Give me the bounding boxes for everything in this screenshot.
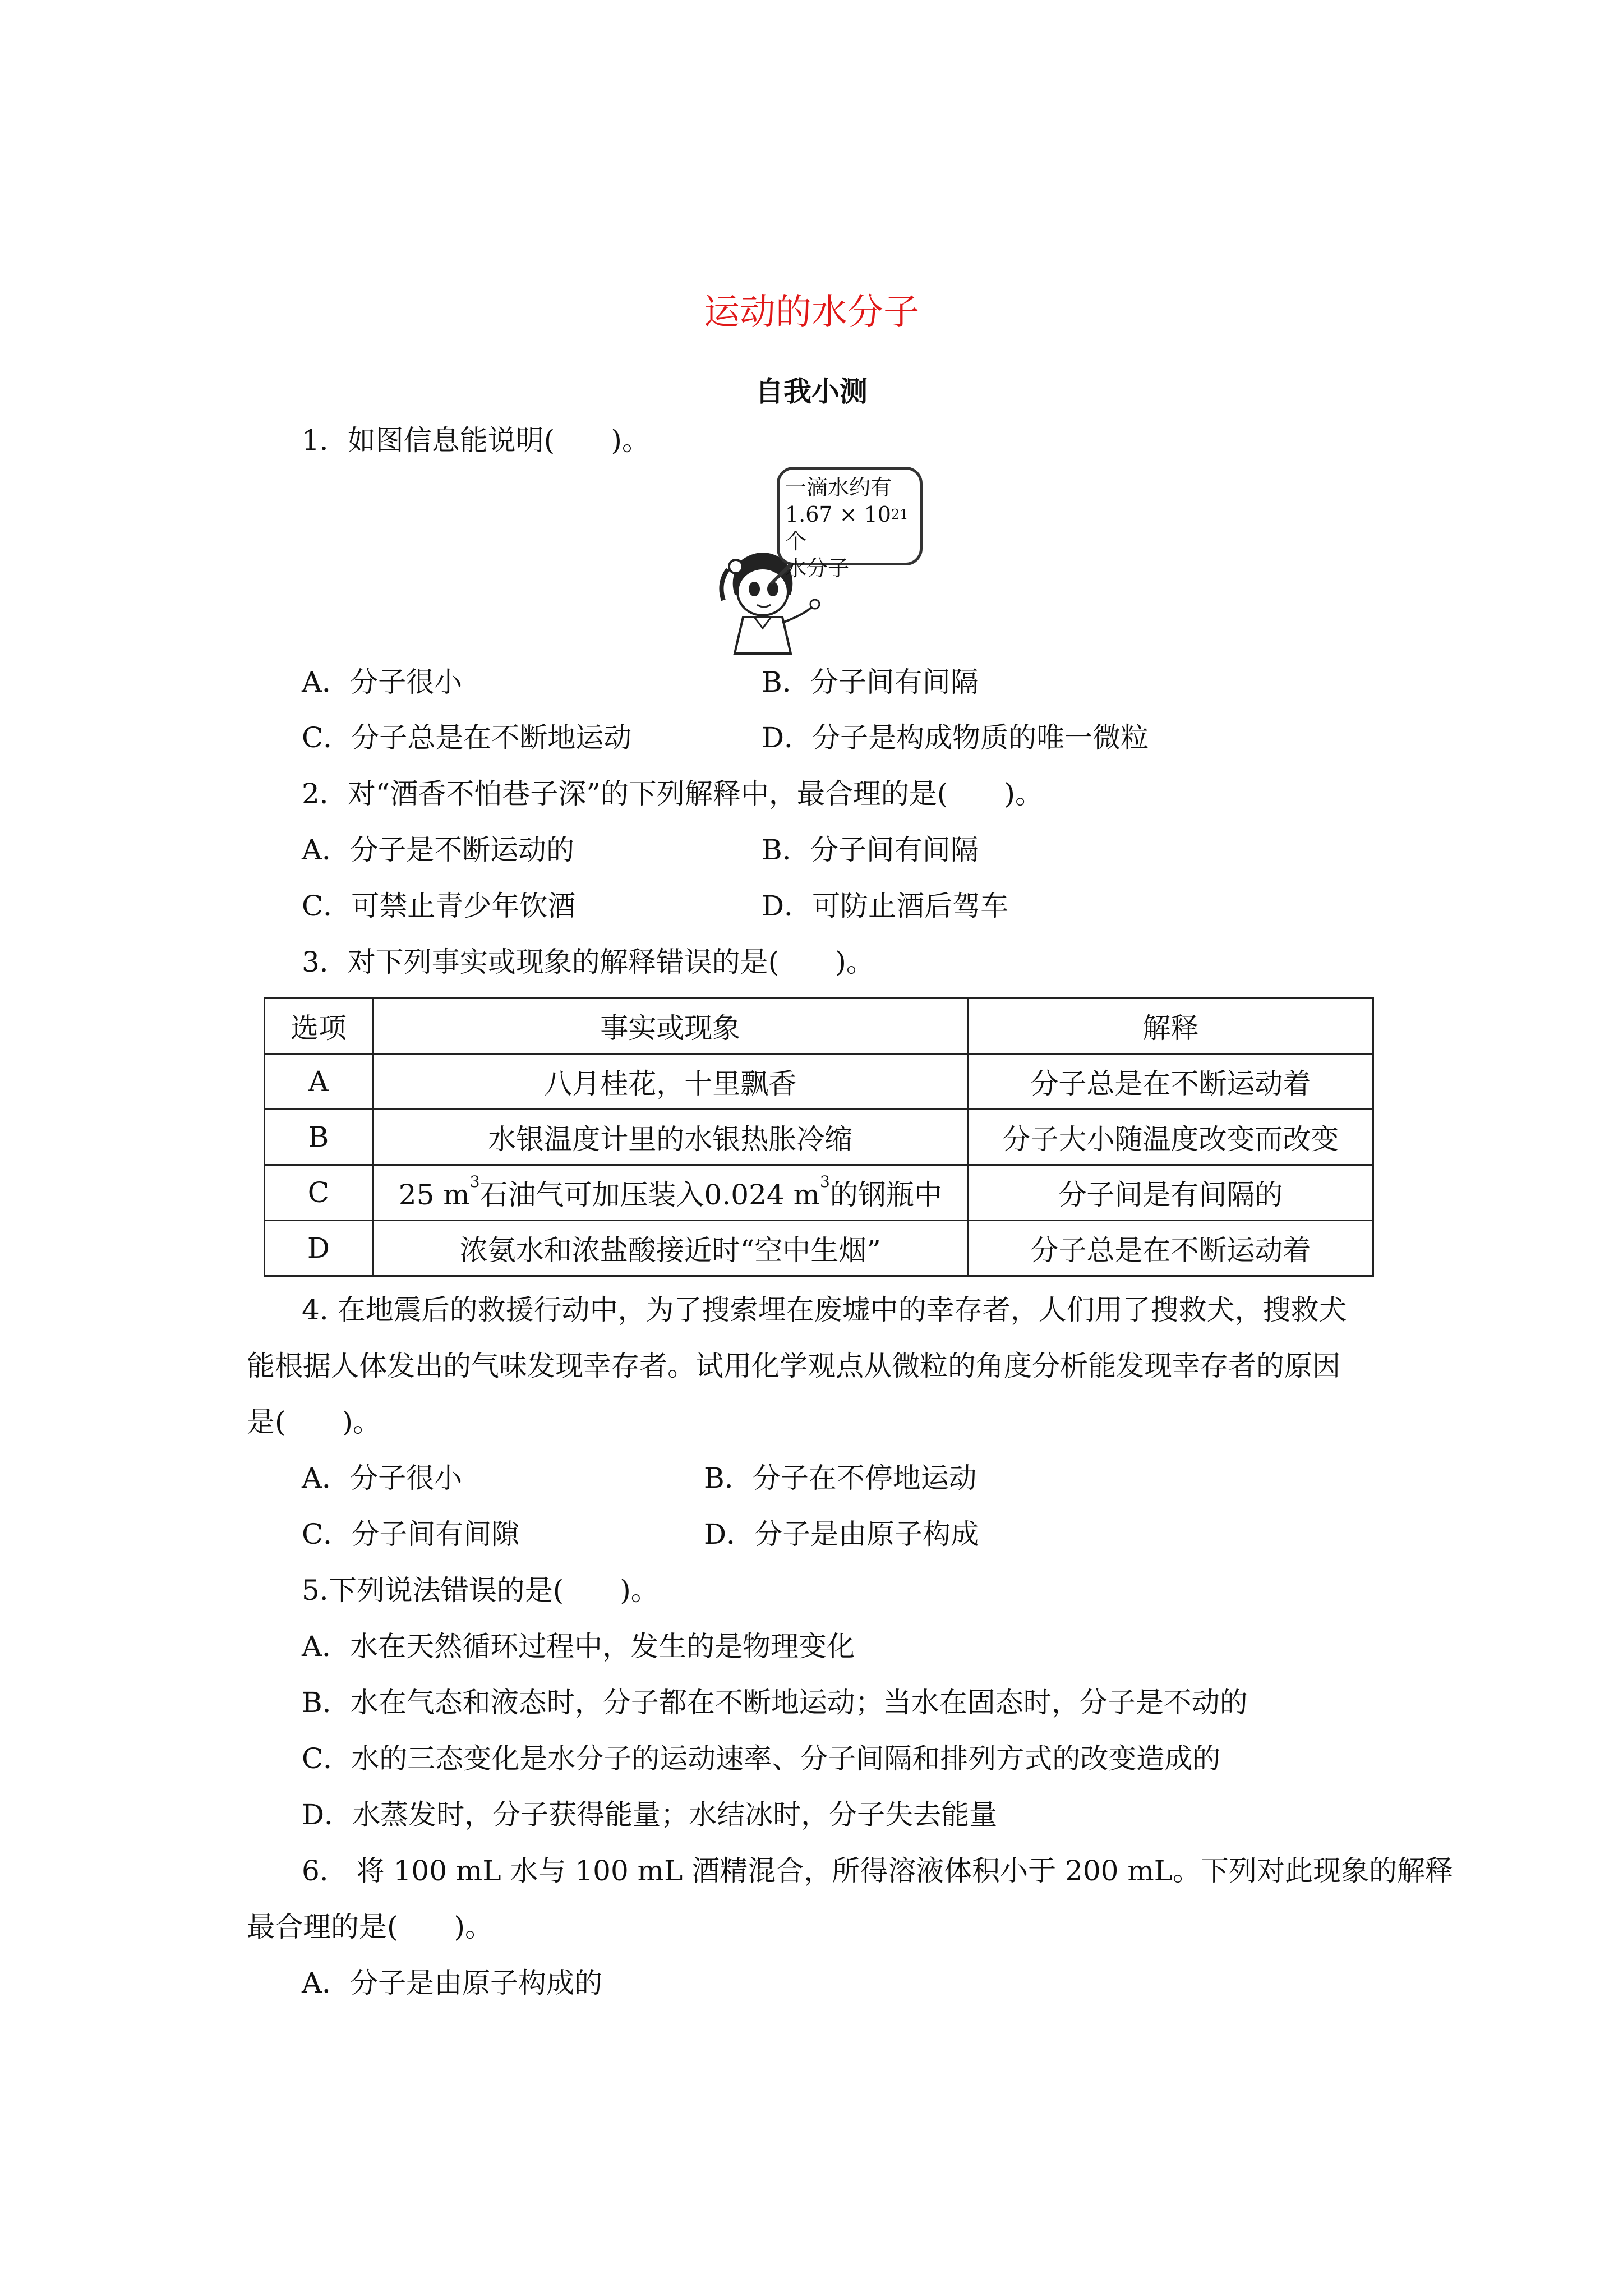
- q4-option-d: D．分子是由原子构成: [704, 1518, 979, 1550]
- q1-option-d: D．分子是构成物质的唯一微粒: [762, 721, 1149, 754]
- q2-option-d: D．可防止酒后驾车: [762, 890, 1009, 922]
- table-header-cell: 选项: [265, 999, 373, 1054]
- q4-option-a: A．分子很小: [302, 1462, 463, 1494]
- q6-line-2: 最合理的是( )。: [247, 1911, 494, 1943]
- q4-line-3: 是( )。: [247, 1406, 381, 1438]
- table-cell: C: [265, 1165, 373, 1221]
- table-cell: 分子大小随温度改变而改变: [968, 1110, 1373, 1165]
- q1-option-c: C．分子总是在不断地运动: [302, 721, 632, 754]
- q2-option-c: C．可禁止青少年饮酒: [302, 890, 576, 922]
- q5-option-b: B．水在气态和液态时，分子都在不断地运动；当水在固态时，分子是不动的: [302, 1686, 1248, 1719]
- q6-option-a: A．分子是由原子构成的: [302, 1967, 603, 1999]
- bubble-line-3: 水分子: [785, 556, 850, 581]
- table-cell: 分子间是有间隔的: [968, 1165, 1373, 1221]
- table-cell: 分子总是在不断运动着: [968, 1054, 1373, 1110]
- table-cell: 分子总是在不断运动着: [968, 1221, 1373, 1276]
- table-cell: 水银温度计里的水银热胀冷缩: [372, 1110, 968, 1165]
- table-header-cell: 事实或现象: [372, 999, 968, 1054]
- table-cell: D: [265, 1221, 373, 1276]
- table-cell: B: [265, 1110, 373, 1165]
- section-subtitle: 自我小测: [755, 375, 868, 408]
- q2-stem: 2．对“酒香不怕巷子深”的下列解释中，最合理的是( )。: [302, 777, 1043, 810]
- q2-option-a: A．分子是不断运动的: [302, 834, 575, 866]
- q5-option-d: D．水蒸发时，分子获得能量；水结冰时，分子失去能量: [302, 1798, 998, 1831]
- q5-option-a: A．水在天然循环过程中，发生的是物理变化: [302, 1630, 855, 1663]
- table-header-cell: 解释: [968, 999, 1373, 1054]
- q4-option-c: C．分子间有间隙: [302, 1518, 520, 1550]
- q5-option-c: C．水的三态变化是水分子的运动速率、分子间隔和排列方式的改变造成的: [302, 1742, 1221, 1775]
- q6-line-1: 6． 将 100 mL 水与 100 mL 酒精混合，所得溶液体积小于 200 mL。下列对此现象的解释: [302, 1855, 1454, 1887]
- table-cell: 25 $m^3$石油气可加压装入0.024 $m^3$的钢瓶中: [372, 1165, 968, 1221]
- q3-stem: 3．对下列事实或现象的解释错误的是( )。: [302, 946, 874, 978]
- q1-stem: 1．如图信息能说明( )。: [302, 424, 650, 457]
- q4-line-2: 能根据人体发出的气味发现幸存者。试用化学观点从微粒的角度分析能发现幸存者的原因: [247, 1350, 1340, 1382]
- bubble-line-1: 一滴水约有: [785, 475, 892, 500]
- table-row: [265, 1221, 1373, 1276]
- table-cell: 浓氨水和浓盐酸接近时“空中生烟”: [372, 1221, 968, 1276]
- q4-line-1: 4. 在地震后的救援行动中，为了搜索埋在废墟中的幸存者，人们用了搜救犬，搜救犬: [302, 1294, 1347, 1326]
- q4-option-b: B．分子在不停地运动: [704, 1462, 977, 1494]
- q1-option-b: B．分子间有间隔: [762, 666, 979, 698]
- q5-stem: 5.下列说法错误的是( )。: [302, 1574, 659, 1607]
- facts-table: [264, 997, 1374, 1277]
- bubble-line-2: $1.67 \times 10^{21}$个: [785, 502, 909, 554]
- page-title: 运动的水分子: [704, 292, 919, 333]
- table-row: [265, 1054, 1373, 1110]
- table-row: [265, 1110, 1373, 1165]
- table-header-row: [265, 999, 1373, 1054]
- speech-bubble: [777, 467, 923, 581]
- table-cell: A: [265, 1054, 373, 1110]
- q1-option-a: A．分子很小: [302, 666, 463, 698]
- q2-option-b: B．分子间有间隔: [762, 834, 979, 866]
- table-cell: 八月桂花，十里飘香: [372, 1054, 968, 1110]
- table-row: [265, 1165, 1373, 1221]
